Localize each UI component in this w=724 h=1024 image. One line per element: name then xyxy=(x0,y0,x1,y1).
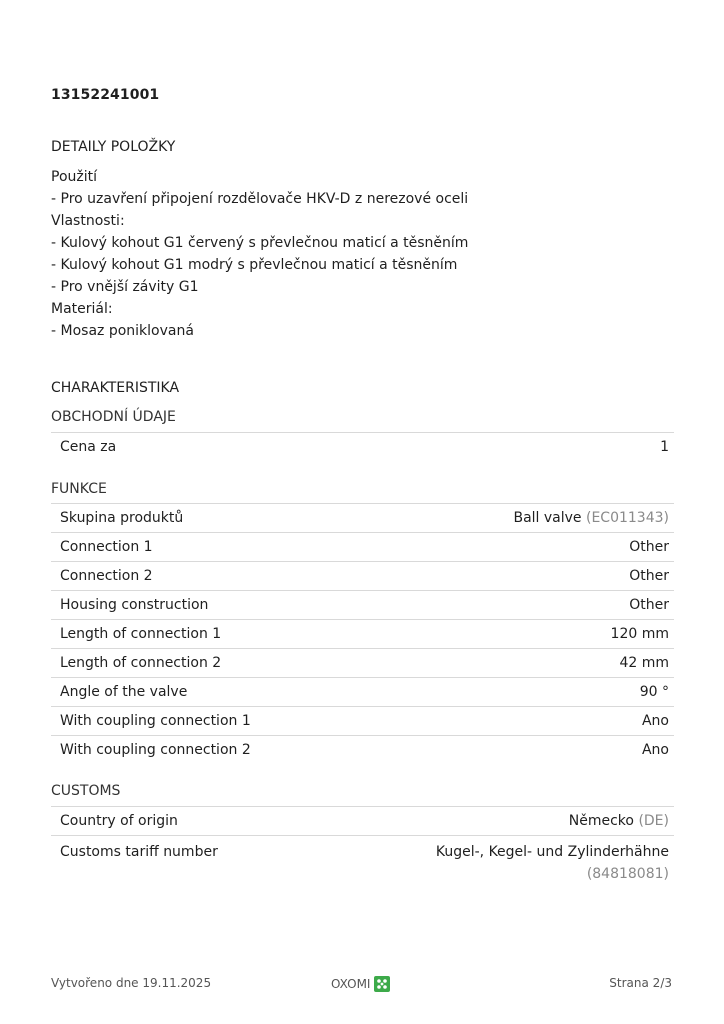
details-line: - Kulový kohout G1 modrý s převlečnou maticí a těsněním xyxy=(51,257,458,273)
table-row xyxy=(51,836,674,882)
table-row xyxy=(51,678,674,707)
row-label: Angle of the valve xyxy=(60,684,188,700)
details-line: Materiál: xyxy=(51,301,113,317)
business-section-title: OBCHODNÍ ÚDAJE xyxy=(51,409,176,425)
created-date: Vytvořeno dne 19.11.2025 xyxy=(51,976,212,990)
table-row xyxy=(51,649,674,678)
characteristics-heading: CHARAKTERISTIKA xyxy=(51,380,180,396)
table-row xyxy=(51,433,674,461)
details-line: - Pro vnější závity G1 xyxy=(51,279,199,295)
business-table xyxy=(51,432,674,461)
table-row xyxy=(51,707,674,736)
details-line: - Kulový kohout G1 červený s převlečnou maticí a těsněním xyxy=(51,235,469,251)
row-label: Connection 2 xyxy=(60,568,153,584)
row-value: 42 mm xyxy=(619,655,669,671)
details-body xyxy=(51,166,468,342)
table-row xyxy=(51,562,674,591)
oxomi-logo-icon xyxy=(374,976,390,992)
brand xyxy=(331,976,390,992)
row-value: 1 xyxy=(660,439,669,455)
row-value: Německo (DE) xyxy=(568,813,669,829)
row-label: Skupina produktů xyxy=(60,510,184,526)
row-label: Cena za xyxy=(60,439,117,455)
details-line: Použití xyxy=(51,169,97,185)
table-row xyxy=(51,736,674,764)
row-value: Other xyxy=(629,539,669,555)
customs-section-title: CUSTOMS xyxy=(51,783,121,799)
row-code: (84818081) xyxy=(586,866,669,882)
row-value: Other xyxy=(629,568,669,584)
details-line: - Mosaz poniklovaná xyxy=(51,323,194,339)
row-label: Length of connection 1 xyxy=(60,626,222,642)
row-label: Length of connection 2 xyxy=(60,655,222,671)
table-row xyxy=(51,591,674,620)
table-row xyxy=(51,807,674,836)
function-section-title: FUNKCE xyxy=(51,481,107,497)
details-line: Vlastnosti: xyxy=(51,213,125,229)
table-row xyxy=(51,504,674,533)
row-value: Kugel-, Kegel- und Zylinderhähne (84818081) xyxy=(435,844,669,882)
row-value: Ano xyxy=(641,713,669,729)
row-code: (EC011343) xyxy=(586,510,669,526)
row-label: With coupling connection 1 xyxy=(60,713,251,729)
row-label: With coupling connection 2 xyxy=(60,742,251,758)
table-row xyxy=(51,533,674,562)
function-table xyxy=(51,503,674,764)
customs-table xyxy=(51,806,674,882)
row-label: Housing construction xyxy=(60,597,209,613)
row-value: Other xyxy=(629,597,669,613)
row-value: 90 ° xyxy=(639,684,669,700)
details-heading: DETAILY POLOŽKY xyxy=(51,139,176,155)
details-line: - Pro uzavření připojení rozdělovače HKV-D z nerezové oceli xyxy=(51,191,469,207)
row-value: Ano xyxy=(641,742,669,758)
row-label: Country of origin xyxy=(60,813,178,829)
article-number: 13152241001 xyxy=(51,87,160,103)
page-number: Strana 2/3 xyxy=(609,976,672,990)
row-value: Ball valve (EC011343) xyxy=(513,510,669,526)
row-value: 120 mm xyxy=(610,626,669,642)
row-code: (DE) xyxy=(638,813,669,829)
table-row xyxy=(51,620,674,649)
row-label: Connection 1 xyxy=(60,539,153,555)
brand-name: OXOMI xyxy=(331,977,371,991)
row-label: Customs tariff number xyxy=(60,844,218,860)
